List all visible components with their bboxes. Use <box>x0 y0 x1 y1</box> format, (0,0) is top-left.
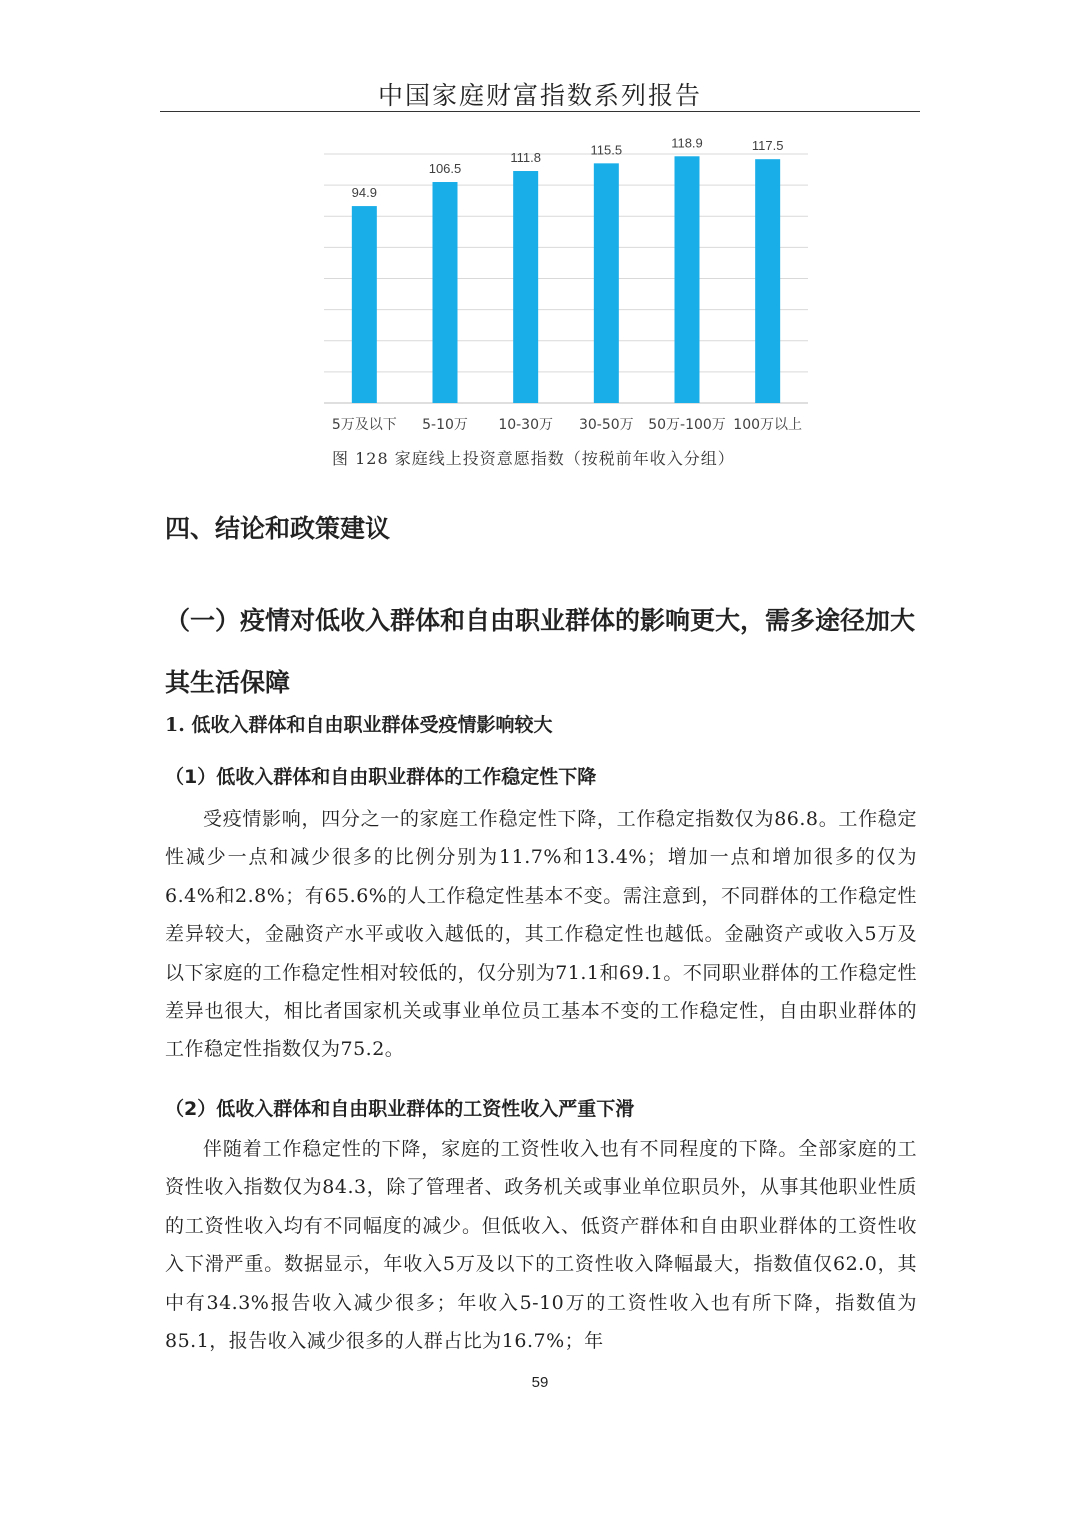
category-label: 50万-100万 <box>648 417 726 433</box>
bar <box>594 163 619 403</box>
category-label: 30-50万 <box>578 417 634 433</box>
subsection-title: （一）疫情对低收入群体和自由职业群体的影响更大，需多途径加大其生活保障 <box>165 606 916 697</box>
bar-chart-svg <box>318 135 818 440</box>
data-label: 106.5 <box>428 161 462 177</box>
page-number: 59 <box>531 1374 549 1391</box>
category-label: 10-30万 <box>498 417 554 433</box>
category-label: 5万及以下 <box>331 417 397 433</box>
bar <box>675 156 700 403</box>
sub-1-title: （1）低收入群体和自由职业群体的工作稳定性下降 <box>165 766 597 788</box>
data-label: 117.5 <box>751 138 784 154</box>
category-label: 5-10万 <box>422 417 468 433</box>
bar <box>513 171 538 403</box>
data-label: 115.5 <box>590 142 623 158</box>
header-rule <box>160 111 920 112</box>
section-title: 四、结论和政策建议 <box>165 514 391 543</box>
bar <box>352 206 377 403</box>
data-label: 111.8 <box>510 150 541 166</box>
data-label: 118.9 <box>671 135 703 151</box>
bar <box>755 159 780 403</box>
figure-caption: 图 128 家庭线上投资意愿指数（按税前年收入分组） <box>332 449 735 468</box>
data-label: 94.9 <box>351 185 377 201</box>
sub-2-title: （2）低收入群体和自由职业群体的工资性收入严重下滑 <box>165 1098 635 1120</box>
category-label: 100万以上 <box>733 417 803 433</box>
running-header: 中国家庭财富指数系列报告 <box>377 81 702 110</box>
bar <box>433 182 458 403</box>
item-1-title: 1. 低收入群体和自由职业群体受疫情影响较大 <box>165 714 553 736</box>
sub-1-paragraph: 受疫情影响，四分之一的家庭工作稳定性下降，工作稳定指数仅为86.8。工作稳定性减少一点和减少很多的比例分别为11.7%和13.4%；增加一点和增加很多的仅为6.4%和2.8%；有65.6%的人工作稳定性基本不变。需注意到，不同群体的工作稳定性差异较大，金融资产水平或收入越低的，其工作稳定性也越低。金融资产或收入5万及以下家庭的工作稳定性相对较低的，仅分别为71.1和69.1。不同职业群体的工作稳定性差异也很大，相比者国家机关或事业单位员工基本不变的工作稳定性，自由职业群体的工作稳定性指数仅为75.2。 <box>165 808 917 1061</box>
sub-2-paragraph: 伴随着工作稳定性的下降，家庭的工资性收入也有不同程度的下降。全部家庭的工资性收入指数仅为84.3，除了管理者、政务机关或事业单位职员外，从事其他职业性质的工资性收入均有不同幅度的减少。但低收入、低资产群体和自由职业群体的工资性收入下滑严重。数据显示，年收入5万及以下的工资性收入降幅最大，指数值仅62.0，其中有34.3%报告收入减少很多；年收入5-10万的工资性收入也有所下降，指数值为85.1，报告收入减少很多的人群占比为16.7%；年 <box>165 1138 917 1353</box>
bar-chart <box>318 135 818 440</box>
